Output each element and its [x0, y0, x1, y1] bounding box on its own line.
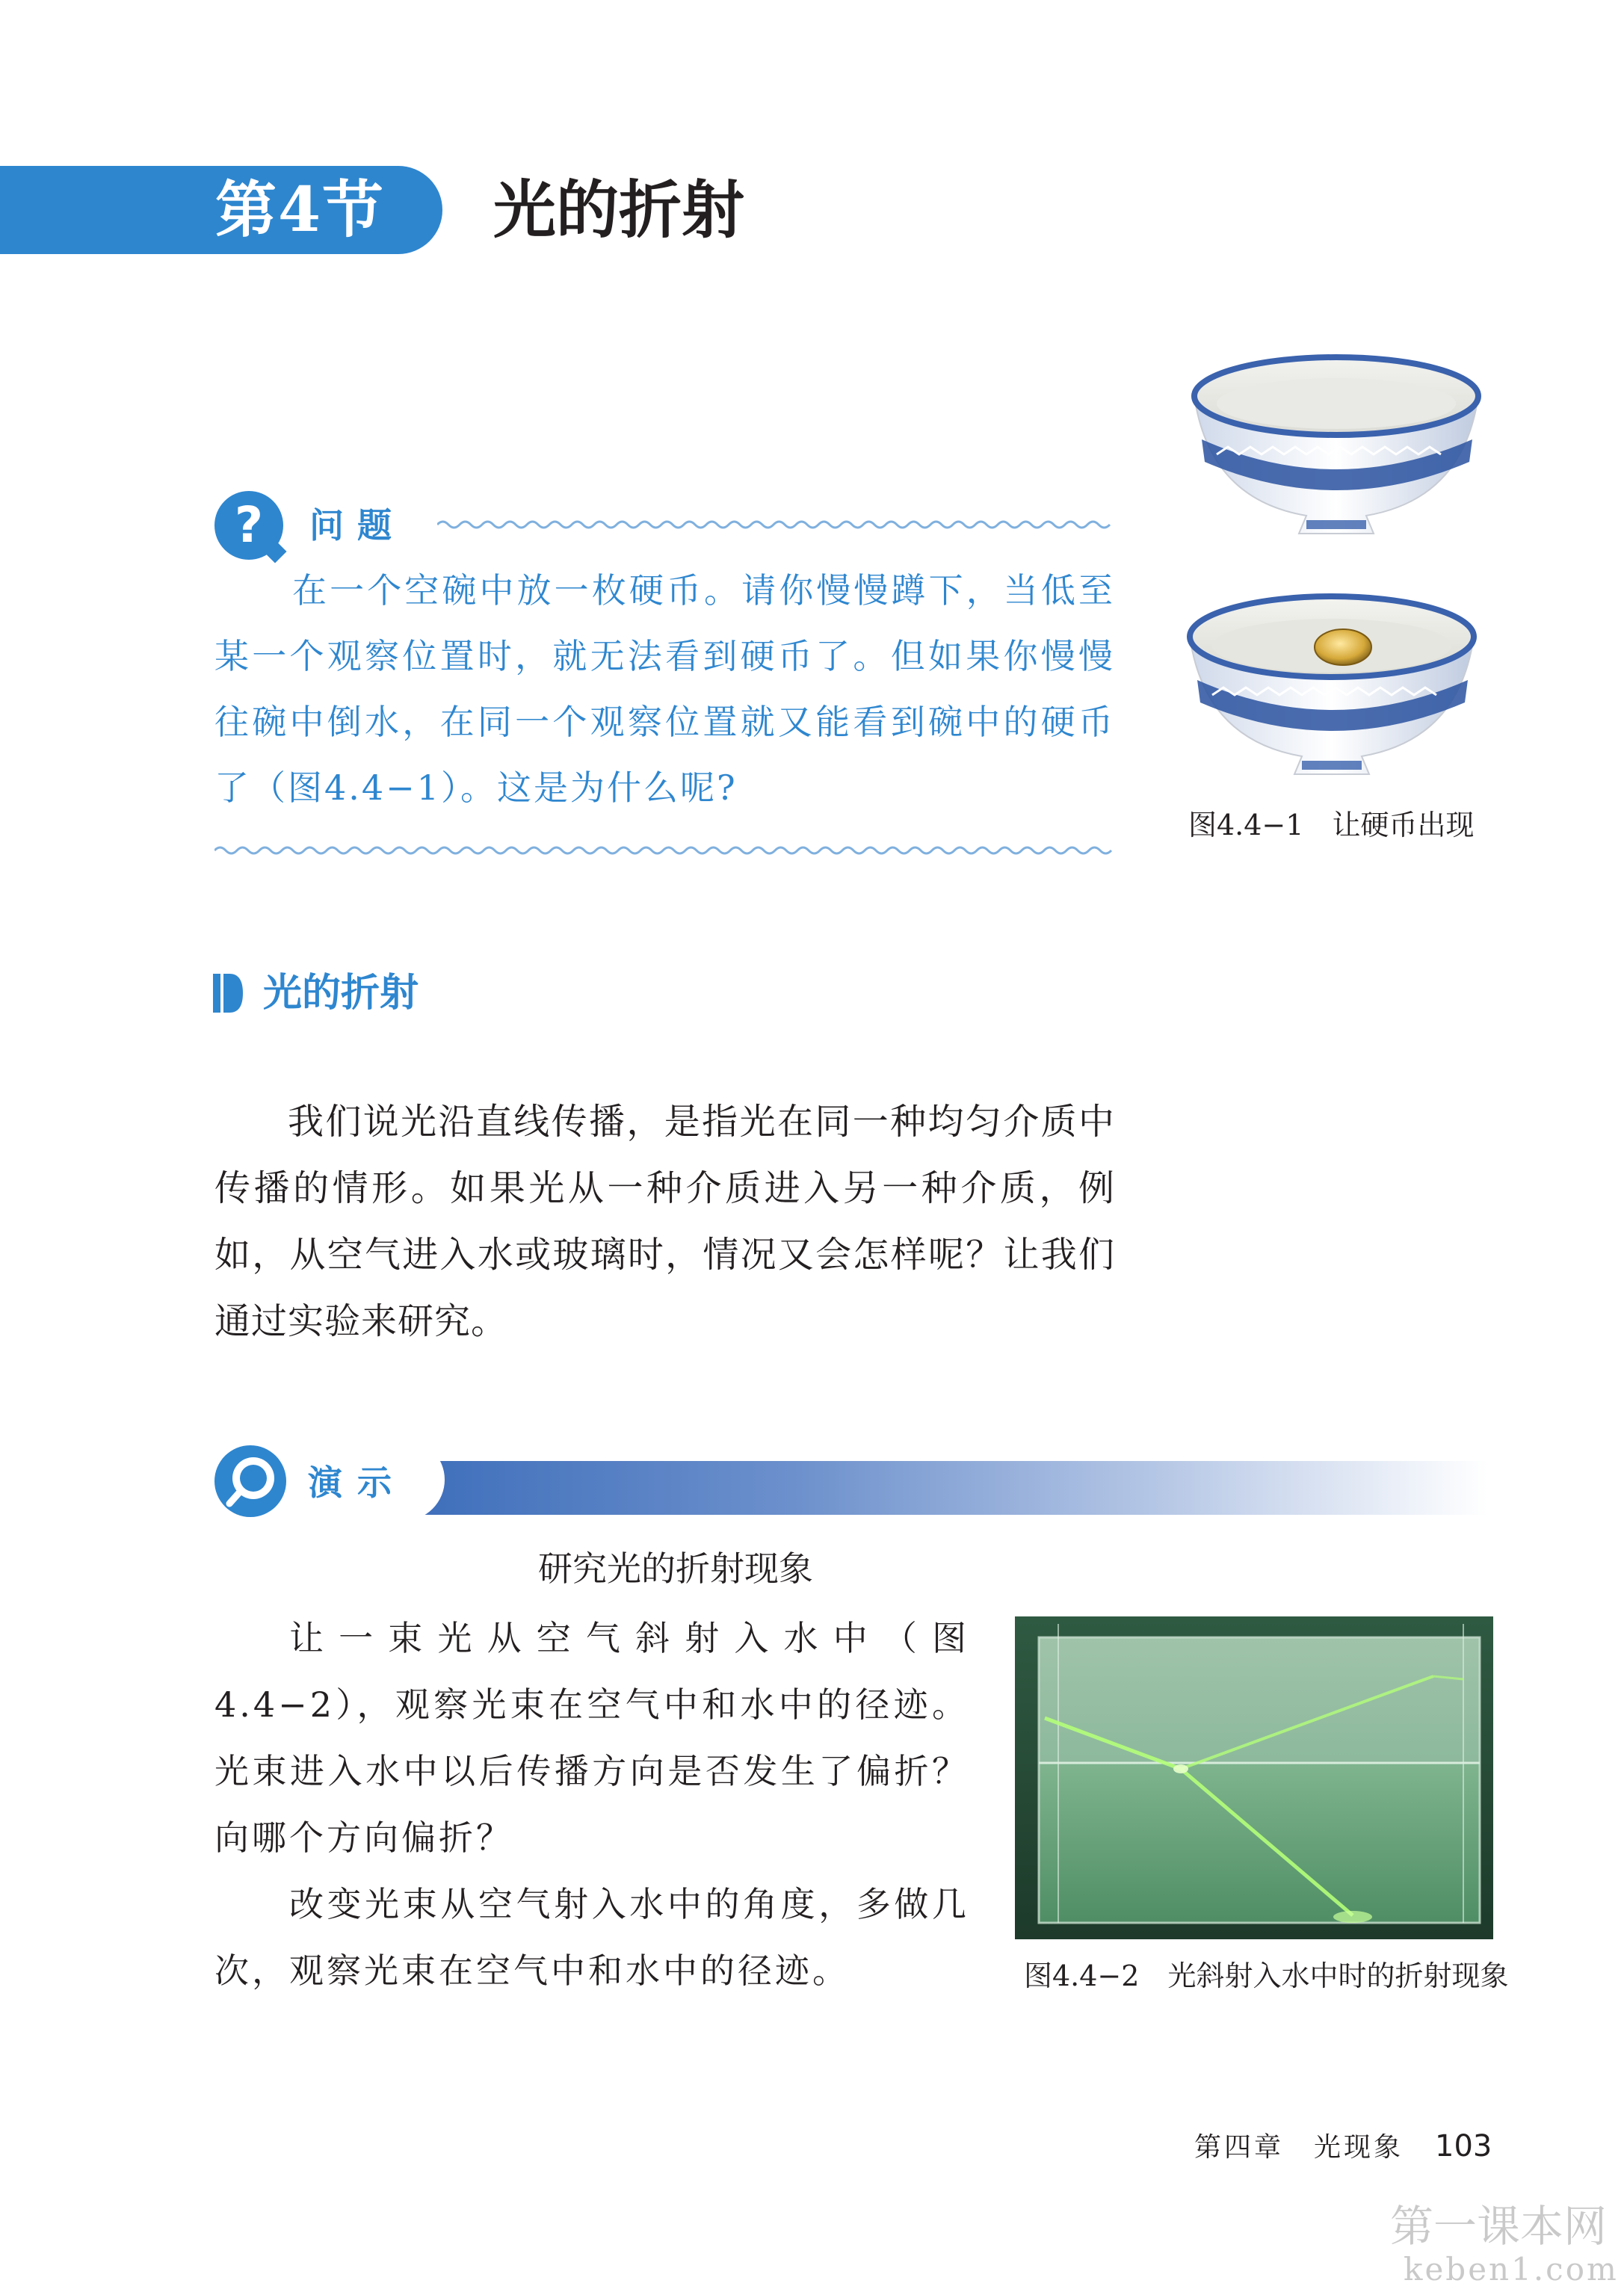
empty-bowl-image: [1187, 350, 1486, 537]
subsection-title: 光的折射: [263, 971, 419, 1016]
question-mark-glyph: ?: [234, 496, 264, 554]
watermark-url: keben1.com: [1404, 2251, 1619, 2288]
demo-paragraph-1: 让一束光从空气斜射入水中（图4.4−2），观察光束在空气中和水中的径迹。光束进入水中以后传播方向是否发生了偏折？向哪个方向偏折？: [214, 1618, 969, 1858]
section-marker-icon: [213, 974, 243, 1013]
demo-header-bar: [419, 1461, 1487, 1515]
subsection-paragraph: 我们说光沿直线传播，是指光在同一种均匀介质中传播的情形。如果光从一种介质进入另一种介质，例如，从空气进入水或玻璃时，情况又会怎样呢？让我们通过实验来研究。: [214, 1101, 1115, 1342]
demo-text: [214, 1605, 969, 2004]
page-number: 103: [1435, 2129, 1492, 2163]
demo-title: 研究光的折射现象: [538, 1548, 813, 1589]
bowl-with-coin-image: [1182, 583, 1481, 777]
demo-paragraph-2: 改变光束从空气射入水中的角度，多做几次，观察光束在空气中和水中的径迹。: [214, 1884, 969, 1991]
figure-4-4-1-caption: 图4.4−1 让硬币出现: [1188, 809, 1475, 841]
refraction-tank-image: [1015, 1616, 1493, 1939]
question-mark-icon: [214, 491, 283, 560]
section-title: 光的折射: [493, 173, 745, 247]
problem-label: 问题: [309, 505, 405, 546]
section-number: 第4节: [215, 174, 386, 246]
problem-text: 在一个空碗中放一枚硬币。请你慢慢蹲下，当低至某一个观察位置时，就无法看到硬币了。但如果你慢慢往碗中倒水，在同一个观察位置就又能看到碗中的硬币了（图4.4−1）。这是为什么呢?: [214, 570, 1115, 808]
demo-label: 演示: [308, 1462, 407, 1503]
watermark-chinese: 第一课本网: [1390, 2201, 1608, 2252]
wavy-divider-bottom: [214, 841, 1114, 859]
magnifier-icon: [213, 1444, 288, 1519]
footer-chapter: 第四章 光现象: [1194, 2132, 1404, 2163]
figure-4-4-2-caption: 图4.4−2 光斜射入水中时的折射现象: [1024, 1959, 1509, 1992]
wavy-divider-top: [437, 516, 1114, 534]
